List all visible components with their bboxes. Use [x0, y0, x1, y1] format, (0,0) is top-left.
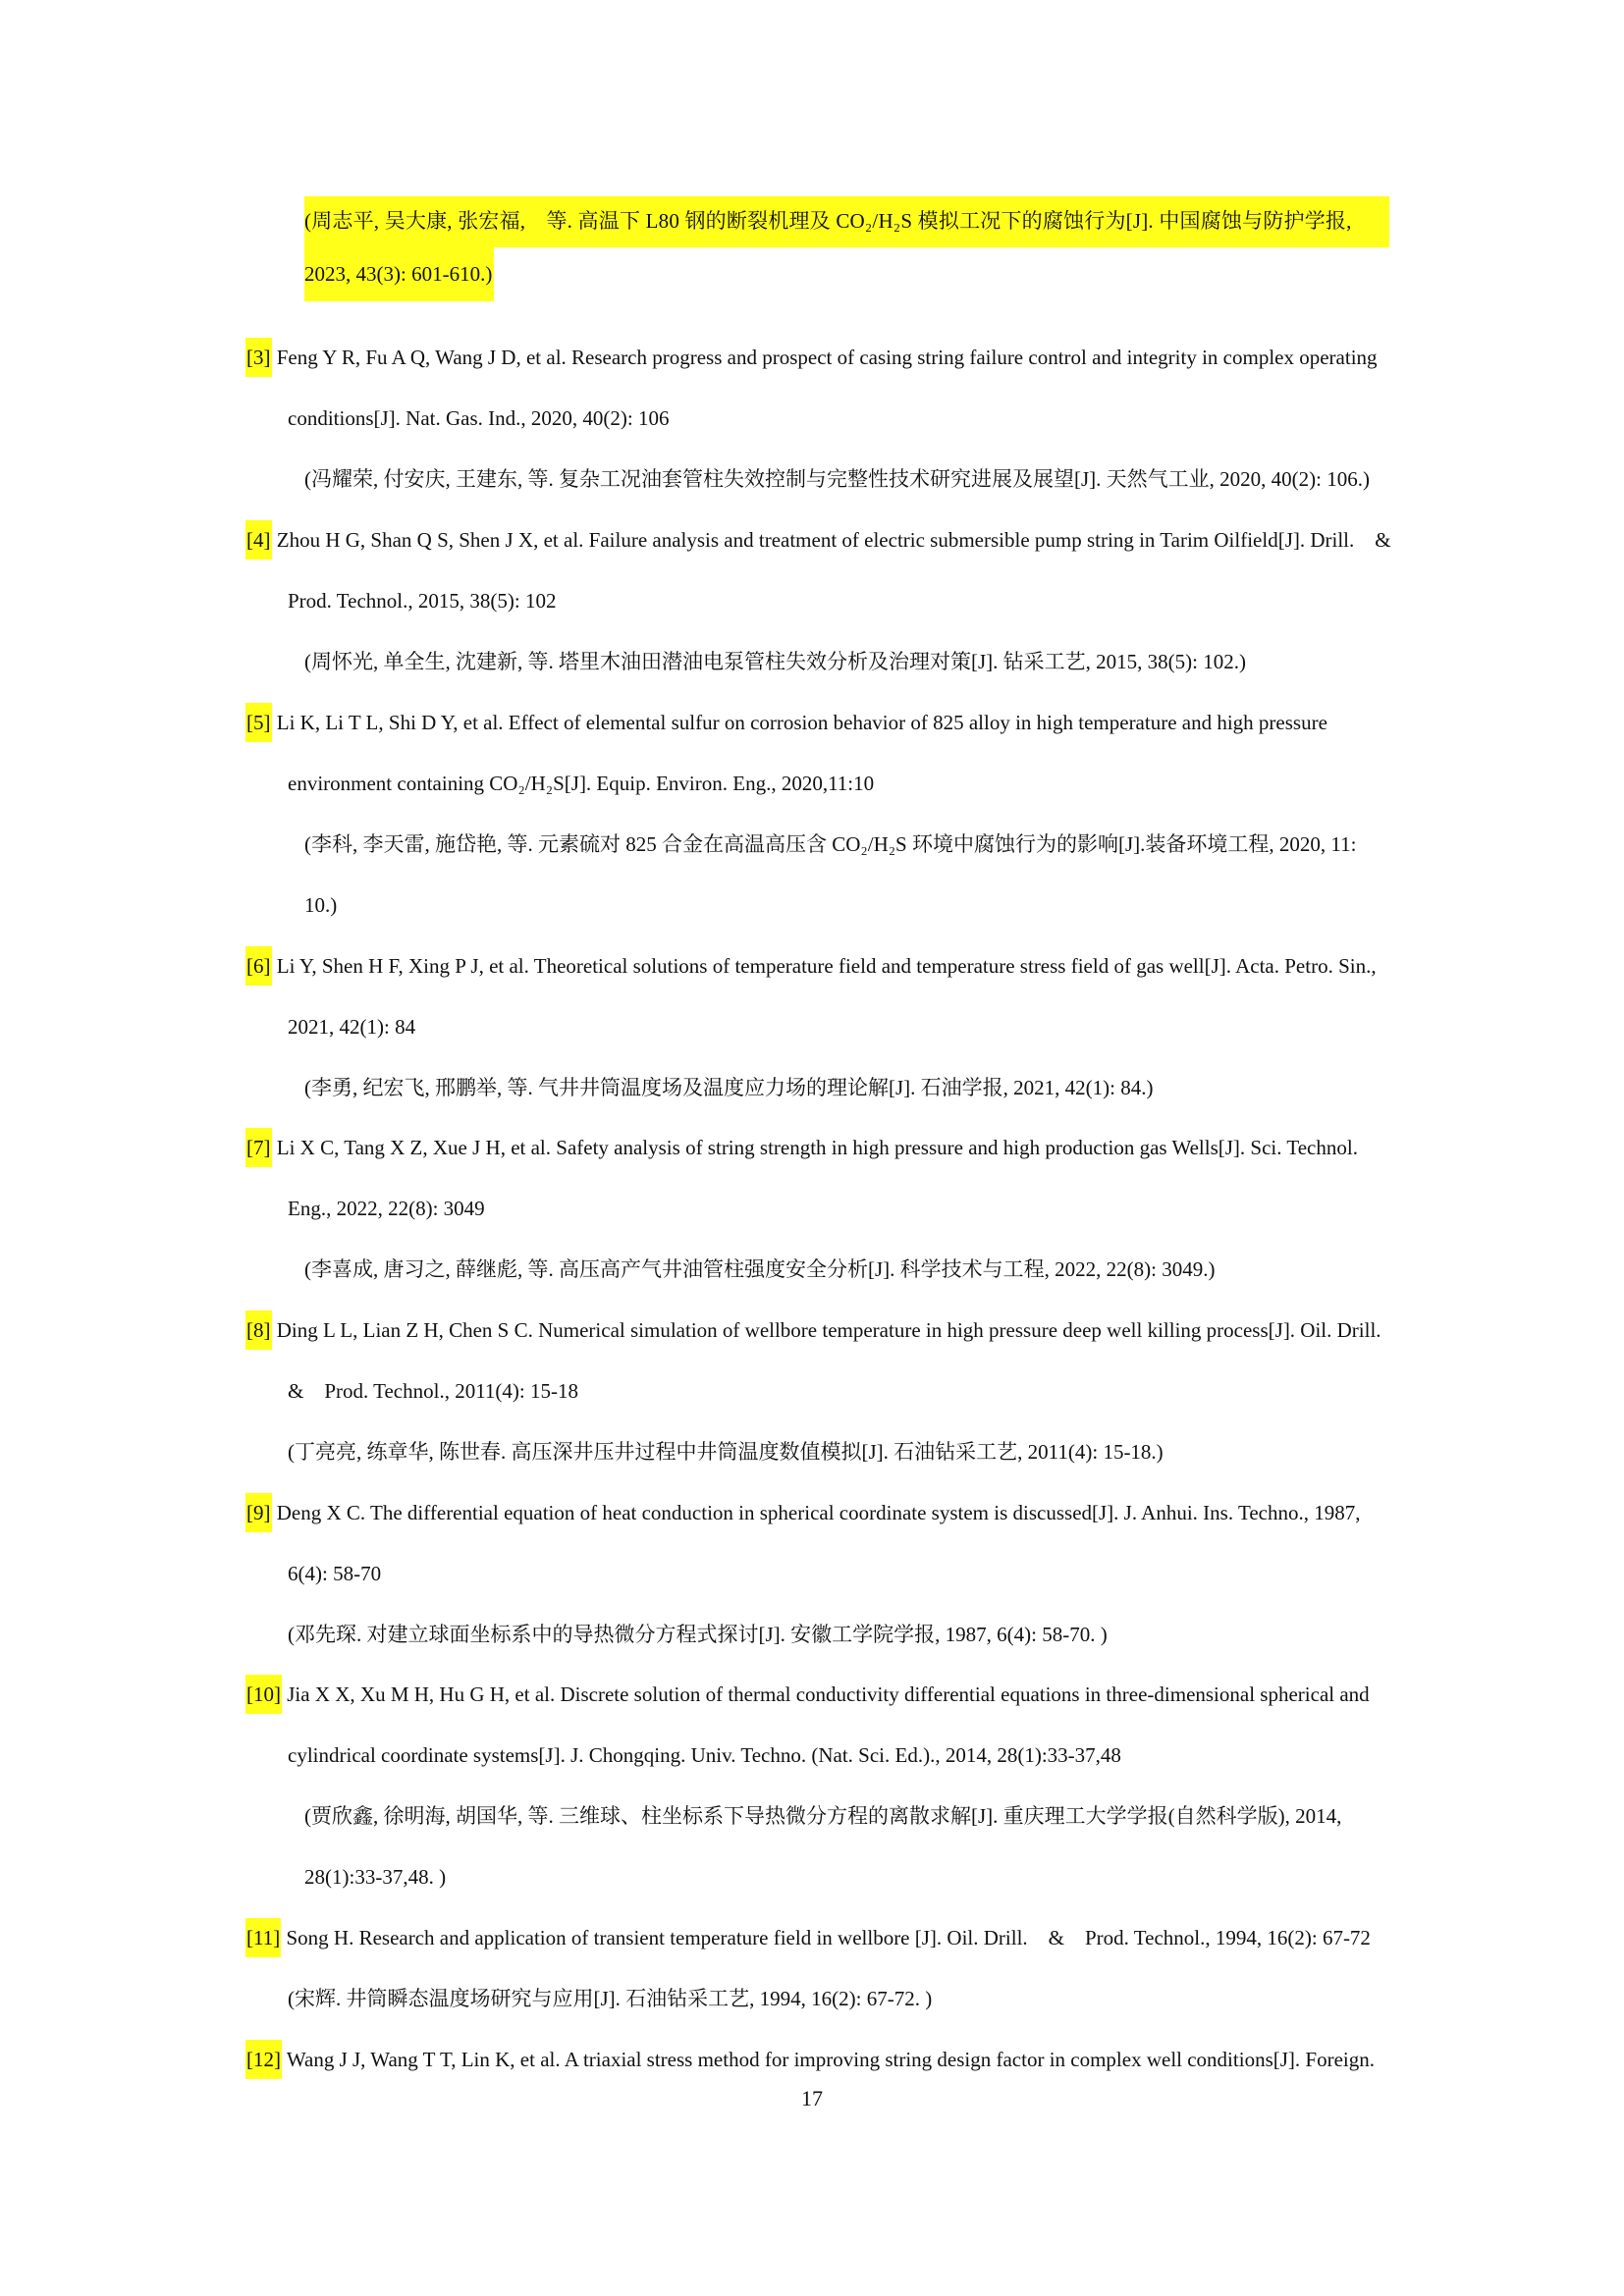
ref-7-line-1: [245, 1135, 1358, 1161]
ref-7-zh-line-1: (李喜成, 唐习之, 薛继彪, 等. 高压高产气井油管柱强度安全分析[J]. 科学技术与工程, 2022, 22(8): 3049.): [304, 1257, 1216, 1281]
ref-3-zh-line-1: (冯耀荣, 付安庆, 王建东, 等. 复杂工况油套管柱失效控制与完整性技术研究进展及展望[J]. 天然气工业, 2020, 40(2): 106.): [304, 467, 1370, 491]
ref-2-zh-line-1: (周志平, 吴大康, 张宏福, 等. 高温下 L80 钢的断裂机理及 CO₂/H₂S 模拟工况下的腐蚀行为[J]. 中国腐蚀与防护学报,: [304, 196, 1389, 247]
ref-11-zh-line-1: (宋辉. 井筒瞬态温度场研究与应用[J]. 石油钻采工艺, 1994, 16(2): 67-72. ): [288, 1987, 933, 2010]
ref-3-line-1: [245, 345, 1378, 371]
ref-3-en-line-2: conditions[J]. Nat. Gas. Ind., 2020, 40(2): 106: [288, 406, 670, 430]
page-number: 17: [801, 2086, 823, 2110]
ref-6-en-line-2: 2021, 42(1): 84: [288, 1015, 416, 1039]
ref-6-line-1: [245, 953, 1377, 980]
ref-8-line-1: [245, 1317, 1381, 1344]
ref-9-zh-line-1: (邓先琛. 对建立球面坐标系中的导热微分方程式探讨[J]. 安徽工学院学报, 1987, 6(4): 58-70. ): [288, 1623, 1108, 1646]
ref-12-en-1: Wang J J, Wang T T, Lin K, et al. A triaxial stress method for improving string design factor in complex well conditions[J]. Foreign.: [286, 2048, 1375, 2071]
ref-8-zh-line-1: (丁亮亮, 练章华, 陈世春. 高压深井压井过程中井筒温度数值模拟[J]. 石油钻采工艺, 2011(4): 15-18.): [288, 1440, 1164, 1464]
ref-4-zh-line-1: (周怀光, 单全生, 沈建新, 等. 塔里木油田潜油电泵管柱失效分析及治理对策[J]. 钻采工艺, 2015, 38(5): 102.): [304, 650, 1246, 673]
ref-7-en-1: Li X C, Tang X Z, Xue J H, et al. Safety analysis of string strength in high pressure and high production gas Wells[J]. Sci. Technol.: [276, 1136, 1358, 1159]
ref-12-number: [12]: [245, 2040, 282, 2079]
ref-4-number: [4]: [245, 520, 272, 560]
ref-10-zh-line-1: (贾欣鑫, 徐明海, 胡国华, 等. 三维球、柱坐标系下导热微分方程的离散求解[J]. 重庆理工大学学报(自然科学版), 2014,: [304, 1804, 1342, 1828]
ref-11-en-1: Song H. Research and application of transient temperature field in wellbore [J]. Oil. Drill. & Prod. Technol., 1994, 16(2): 67-72: [286, 1926, 1371, 1949]
ref-5-number: [5]: [245, 703, 272, 742]
ref-6-number: [6]: [245, 946, 272, 986]
ref-3-number: [3]: [245, 338, 272, 377]
ref-9-number: [9]: [245, 1493, 272, 1532]
ref-5-en-line-2: environment containing CO₂/H₂S[J]. Equip. Environ. Eng., 2020,11:10: [288, 772, 875, 795]
ref-10-number: [10]: [245, 1675, 282, 1714]
ref-8-number: [8]: [245, 1310, 272, 1350]
ref-4-line-1: [245, 527, 1391, 554]
ref-6-zh-line-1: (李勇, 纪宏飞, 邢鹏举, 等. 气井井筒温度场及温度应力场的理论解[J]. 石油学报, 2021, 42(1): 84.): [304, 1076, 1154, 1099]
ref-4-en-1: Zhou H G, Shan Q S, Shen J X, et al. Failure analysis and treatment of electric submersible pump string in Tarim Oilfield[J]. Drill. &: [276, 528, 1391, 552]
ref-6-en-1: Li Y, Shen H F, Xing P J, et al. Theoretical solutions of temperature field and temperature stress field of gas well[J]. Acta. Petro. Sin.,: [276, 954, 1377, 978]
ref-2-zh-line-2: 2023, 43(3): 601-610.): [304, 247, 494, 301]
ref-5-line-1: [245, 710, 1327, 736]
ref-5-zh-line-2: 10.): [304, 893, 338, 917]
ref-9-en-1: Deng X C. The differential equation of heat conduction in spherical coordinate system is discussed[J]. J. Anhui. Ins. Techno., 1987,: [276, 1501, 1361, 1524]
ref-10-line-1: [245, 1682, 1370, 1708]
ref-3-en-1: Feng Y R, Fu A Q, Wang J D, et al. Research progress and prospect of casing string failure control and integrity in complex operating: [276, 346, 1378, 369]
ref-5-en-1: Li K, Li T L, Shi D Y, et al. Effect of elemental sulfur on corrosion behavior of 825 alloy in high temperature and high pressure: [276, 711, 1327, 734]
ref-8-en-1: Ding L L, Lian Z H, Chen S C. Numerical simulation of wellbore temperature in high pressure deep well killing process[J]. Oil. Drill.: [276, 1318, 1381, 1342]
ref-11-line-1: [245, 1925, 1371, 1951]
ref-10-zh-line-2: 28(1):33-37,48. ): [304, 1865, 447, 1889]
ref-8-en-line-2: & Prod. Technol., 2011(4): 15-18: [288, 1379, 578, 1403]
ref-7-number: [7]: [245, 1128, 272, 1167]
ref-12-line-1: [245, 2047, 1375, 2073]
ref-11-number: [11]: [245, 1918, 281, 1957]
ref-9-line-1: [245, 1500, 1360, 1526]
ref-9-en-line-2: 6(4): 58-70: [288, 1562, 382, 1585]
ref-4-en-line-2: Prod. Technol., 2015, 38(5): 102: [288, 589, 557, 613]
ref-10-en-1: Jia X X, Xu M H, Hu G H, et al. Discrete solution of thermal conductivity differential equations in three-dimensional spherical and: [287, 1682, 1370, 1706]
ref-5-zh-line-1: (李科, 李天雷, 施岱艳, 等. 元素硫对 825 合金在高温高压含 CO₂/H₂S 环境中腐蚀行为的影响[J].装备环境工程, 2020, 11:: [304, 832, 1357, 856]
ref-7-en-line-2: Eng., 2022, 22(8): 3049: [288, 1197, 485, 1220]
ref-10-en-line-2: cylindrical coordinate systems[J]. J. Chongqing. Univ. Techno. (Nat. Sci. Ed.)., 2014, 28(1):33-37,48: [288, 1743, 1121, 1767]
